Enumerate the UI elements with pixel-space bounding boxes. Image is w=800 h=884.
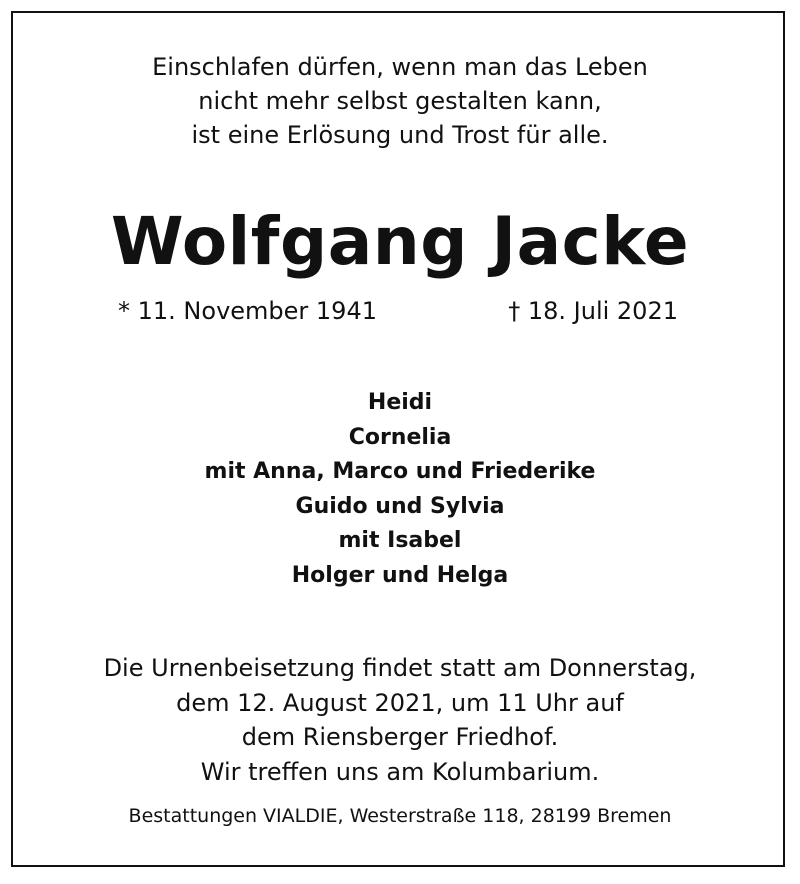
service-line: dem 12. August 2021, um 11 Uhr auf (176, 688, 624, 717)
mourners-list (0, 386, 800, 594)
service-line: dem Riensberger Friedhof. (241, 723, 559, 751)
memorial-verse (0, 50, 800, 152)
service-line: Wir treffen uns am Kolumbarium. (200, 757, 600, 786)
mourner-line: mit Isabel (338, 528, 462, 554)
undertaker-address: Bestattungen VIALDIE, Westerstraße 118, 28199 Bremen (128, 805, 672, 827)
verse-line: Einschlafen dürfen, wenn man das Leben (152, 53, 648, 81)
birth-date: * 11. November 1941 (118, 297, 377, 325)
death-date: † 18. Juli 2021 (508, 297, 678, 325)
mourner-line: Guido und Sylvia (295, 493, 505, 519)
service-details (0, 651, 800, 789)
verse-line: nicht mehr selbst gestalten kann, (198, 87, 602, 115)
service-line: Die Urnenbeisetzung findet statt am Donnerstag, (103, 654, 697, 682)
mourner-line: Cornelia (348, 424, 452, 450)
mourner-line: Holger und Helga (291, 562, 509, 588)
deceased-name: Wolfgang Jacke (110, 203, 690, 280)
verse-line: ist eine Erlösung und Trost für alle. (191, 121, 609, 149)
mourner-line: mit Anna, Marco und Friederike (204, 459, 596, 485)
mourner-line: Heidi (367, 390, 433, 415)
